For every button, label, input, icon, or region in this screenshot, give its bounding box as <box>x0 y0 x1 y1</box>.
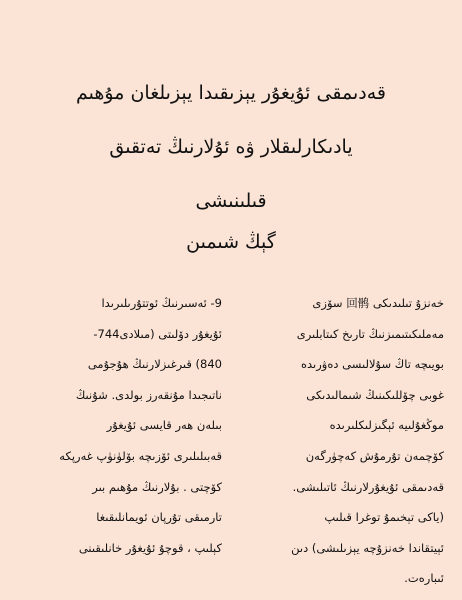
text-line: ئۇيغۇر دۆلىتى (مىلادى744- <box>93 326 222 341</box>
text-line: ئىبارەت. <box>404 571 444 586</box>
text-line: غوبى چۆللىكىنىڭ شىمالىدىكى <box>306 387 444 402</box>
text-line: كۆچتى . بۇلارنىڭ مۇھىم بىر <box>92 479 222 494</box>
document-title <box>0 66 462 228</box>
text-line: قەدىمقى ئۇيغۇرلارنىڭ ئاتىلىشى. <box>292 479 444 494</box>
text-line: ناتىجىدا مۇنقەرز بولدى. شۇنىڭ <box>75 387 222 402</box>
text-line: بويىچە تاڭ سۇلالىسى دەۋرىدە <box>300 357 444 372</box>
text-line: موڭغۇلىيە ئېگىزلىكلىرىدە <box>329 418 444 433</box>
text-line: قەبىلىلىرى ئۆزىچە بۆلۈنۈپ غەرپكە <box>59 448 222 463</box>
text-line: مەملىكىتىمىزنىڭ تارىخ كىتابلىرى <box>296 326 444 341</box>
text-line: كۆچمەن تۇرمۇش كەچۈرگەن <box>305 448 444 463</box>
text-line: 9- ئەسىرنىڭ ئوتتۇرىلىرىدا <box>101 296 222 310</box>
text-line: تارمىقى تۇرپان ئويمانلىقىغا <box>96 510 222 525</box>
text-line: ئېيتقاندا خەنزۇچە يېزىلىشى) دىن <box>291 540 444 555</box>
body-column-left <box>22 288 222 563</box>
title-line-1: قەدىمقى ئۇيغۇر يېزىقىدا يېزىلغان مۇھىم <box>76 82 386 104</box>
text-line: خەنزۇ تىلىدىكى 回鹘 سۆزى <box>312 296 444 310</box>
author-name: گېڭ شىمىن <box>186 231 276 253</box>
body-column-right <box>244 288 444 594</box>
text-line: كېلىپ ، قوچۇ ئۇيغۇر خانلىقىنى <box>78 540 222 555</box>
text-line: 840) قىرغىزلارنىڭ هۇجۇمى <box>87 357 222 372</box>
title-line-2: يادىكارلىقلار ۋە ئۇلارنىڭ تەتقىق <box>109 136 353 158</box>
title-line-3: قىلىنىشى <box>195 190 267 212</box>
text-line: (ياكى تېخىمۇ توغرا قىلىپ <box>324 510 444 525</box>
text-line: بىلەن ھەر قايسى ئۇيغۇر <box>106 418 222 433</box>
